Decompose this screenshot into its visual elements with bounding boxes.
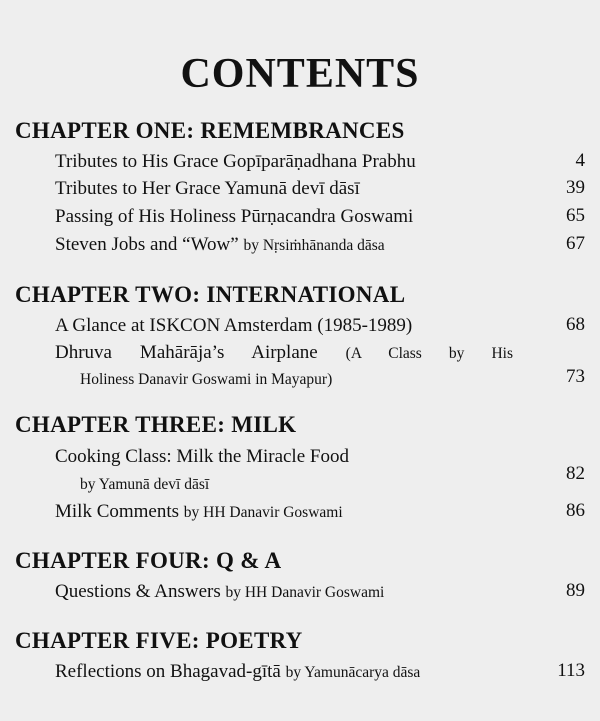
page-number: 86 (566, 500, 585, 521)
chapter-heading: CHAPTER TWO: INTERNATIONAL (15, 282, 406, 307)
entry-byline: (A Class by His (345, 345, 514, 362)
entry-byline: by Yamunācarya dāsa (285, 664, 421, 681)
page-number: 67 (566, 233, 585, 254)
toc-entry[interactable] (55, 150, 585, 174)
entry-byline: by HH Danavir Goswami (225, 584, 385, 601)
page-number: 82 (566, 463, 585, 484)
chapter-heading: CHAPTER FIVE: POETRY (15, 628, 303, 653)
entry-title: Dhruva Mahārāja’s Airplane (55, 342, 318, 363)
page-title: CONTENTS (180, 51, 420, 97)
entry-title: Cooking Class: Milk the Miracle Food (55, 446, 349, 467)
page-number: 65 (566, 205, 585, 226)
entry-title: A Glance at ISKCON Amsterdam (1985-1989) (55, 315, 413, 336)
chapter-heading: CHAPTER THREE: MILK (15, 412, 297, 437)
chapter-heading: CHAPTER ONE: REMEMBRANCES (15, 118, 405, 143)
entry-byline: by Nṛsiṁhānanda dāsa (243, 237, 385, 254)
entry-byline: by HH Danavir Goswami (183, 504, 343, 521)
entry-title: Questions & Answers (55, 581, 221, 602)
entry-title: Tributes to His Grace Gopīparāṇadhana Prabhu (55, 151, 416, 172)
entry-title: Passing of His Holiness Pūrṇacandra Goswami (55, 206, 414, 227)
chapter-heading: CHAPTER FOUR: Q & A (15, 548, 282, 573)
toc-entry[interactable] (55, 660, 585, 684)
toc-entry[interactable] (55, 500, 585, 524)
page-number: 4 (575, 150, 585, 171)
toc-entry[interactable] (55, 445, 585, 469)
entry-title: Tributes to Her Grace Yamunā devī dāsī (55, 178, 360, 199)
toc-entry[interactable] (55, 580, 585, 604)
page-number: 68 (566, 314, 585, 335)
entry-title: Steven Jobs and “Wow” (55, 234, 239, 255)
entry-byline: by Yamunā devī dāsī (80, 476, 210, 493)
page-number: 73 (566, 366, 585, 387)
entry-byline-cont: Holiness Danavir Goswami in Mayapur) (80, 371, 333, 388)
page-number: 39 (566, 177, 585, 198)
toc-entry[interactable] (55, 341, 513, 365)
toc-entry[interactable] (55, 233, 585, 257)
entry-title: Reflections on Bhagavad-gītā (55, 661, 281, 682)
page-number: 89 (566, 580, 585, 601)
toc-entry[interactable] (55, 177, 585, 201)
entry-title: Milk Comments (55, 501, 180, 522)
page-number: 113 (557, 660, 585, 681)
toc-entry[interactable] (55, 205, 585, 229)
toc-entry[interactable] (55, 314, 585, 338)
